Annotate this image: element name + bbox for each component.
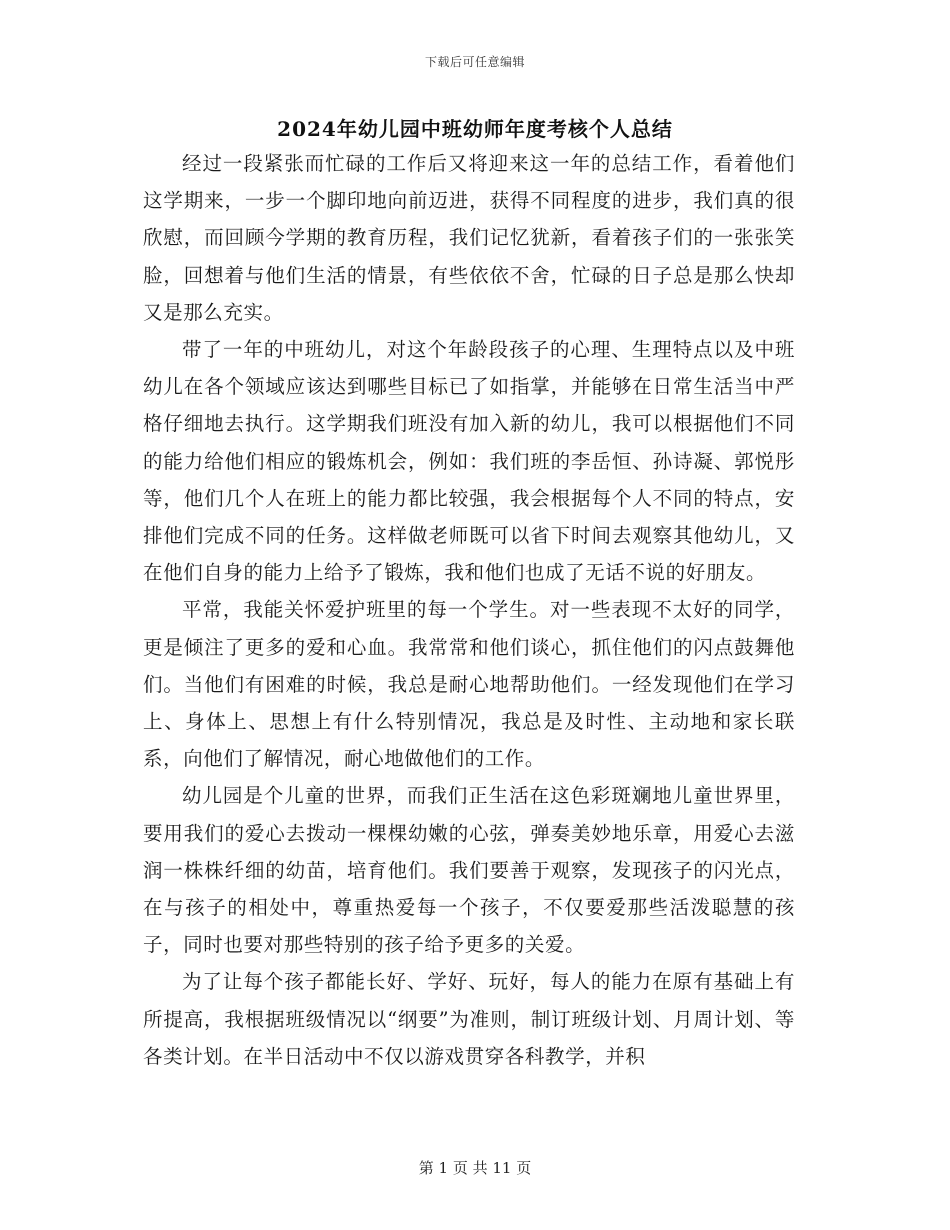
document-body: [143, 145, 795, 1075]
paragraph-1: 经过一段紧张而忙碌的工作后又将迎来这一年的总结工作，看着他们这学期来，一步一个脚印地向前迈进，获得不同程度的进步，我们真的很欣慰，而回顾今学期的教育历程，我们记忆犹新，看着孩子们的一张张笑脸，回想着与他们生活的情景，有些依依不舍，忙碌的日子总是那么快却又是那么充实。: [143, 152, 795, 324]
document-title: 2024年幼儿园中班幼师年度考核个人总结: [277, 117, 673, 141]
paragraph-3: 平常，我能关怀爱护班里的每一个学生。对一些表现不太好的同学，更是倾注了更多的爱和心血。我常常和他们谈心，抓住他们的闪点鼓舞他们。当他们有困难的时候，我总是耐心地帮助他们。一经发现他们在学习上、身体上、思想上有什么特别情况，我总是及时性、主动地和家长联系，向他们了解情况，耐心地做他们的工作。: [143, 598, 795, 771]
paragraph-4: 幼儿园是个儿童的世界，而我们正生活在这色彩斑斓地儿童世界里，要用我们的爱心去拨动一棵棵幼嫩的心弦，弹奏美妙地乐章，用爱心去滋润一株株纤细的幼苗，培育他们。我们要善于观察，发现孩子的闪光点，在与孩子的相处中，尊重热爱每一个孩子，不仅要爱那些活泼聪慧的孩子，同时也要对那些特别的孩子给予更多的关爱。: [143, 784, 795, 957]
page-number-footer: 第 1 页 共 11 页: [418, 1159, 532, 1177]
page-header-note: 下载后可任意编辑: [424, 55, 525, 69]
paragraph-2: 带了一年的中班幼儿，对这个年龄段孩子的心理、生理特点以及中班幼儿在各个领域应该达到哪些目标已了如指掌，并能够在日常生活当中严格仔细地去执行。这学期我们班没有加入新的幼儿，我可以根据他们不同的能力给他们相应的锻炼机会，例如：我们班的李岳恒、孙诗凝、郭悦彤等，他们几个人在班上的能力都比较强，我会根据每个人不同的特点，安排他们完成不同的任务。这样做老师既可以省下时间去观察其他幼儿，又在他们自身的能力上给予了锻炼，我和他们也成了无话不说的好朋友。: [143, 338, 795, 585]
paragraph-5: 为了让每个孩子都能长好、学好、玩好，每人的能力在原有基础上有所提高，我根据班级情况以“纲要”为准则，制订班级计划、月周计划、等各类计划。在半日活动中不仅以游戏贯穿各科教学，并积: [143, 970, 795, 1068]
